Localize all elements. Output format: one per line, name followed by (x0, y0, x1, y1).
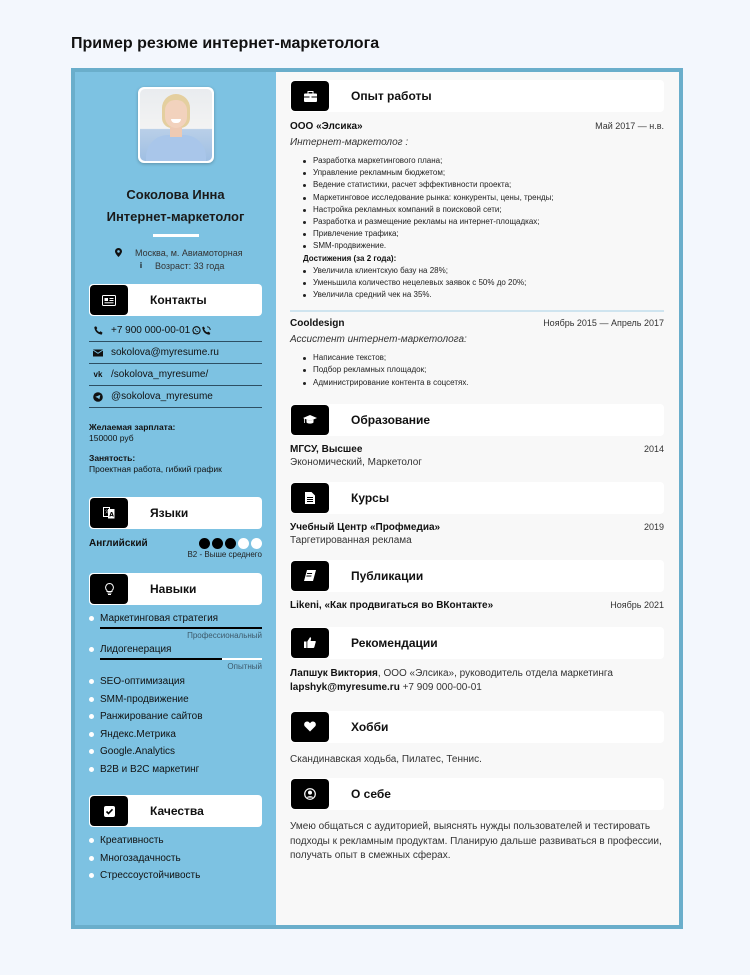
achievements-title: Достижения (за 2 года): (303, 253, 397, 263)
employment-label: Занятость: (89, 453, 136, 463)
skills-list (89, 673, 262, 778)
salary-value: 150000 руб (89, 433, 134, 443)
language-item (89, 538, 262, 549)
job-entry (290, 121, 664, 301)
employment-value: Проектная работа, гибкий график (89, 464, 222, 474)
hobbies-text: Скандинавская ходьба, Пилатес, Теннис. (290, 753, 482, 765)
language-level: B2 - Выше среднего (187, 550, 262, 559)
list-item: Яндекс.Метрика (89, 726, 262, 744)
job-dates: Ноябрь 2015 — Апрель 2017 (543, 318, 664, 329)
language-level-dots (199, 538, 262, 549)
about-text: Умею общаться с аудиторией, выяснять нужды пользователей и тестировать подходы к рекламным продуктам. Планирую дальше развиваться в профессии, получать опыт в смежных сферах. (290, 821, 662, 862)
list-item: Креативность (89, 832, 262, 850)
education-name: МГСУ, Высшее (290, 443, 363, 455)
course-year: 2019 (643, 521, 664, 532)
education-details: Экономический, Маркетолог (290, 456, 422, 468)
publication-name: Likeni, «Как продвигаться во ВКонтакте» (290, 599, 494, 611)
about-header (290, 778, 664, 810)
phone-icon (91, 326, 105, 335)
course-details: Таргетированная реклама (290, 534, 412, 546)
candidate-role: Интернет-маркетолог (106, 209, 245, 224)
book-icon (291, 561, 329, 591)
skills-title: Навыки (150, 582, 197, 596)
skills-header (89, 573, 262, 605)
languages-header (89, 497, 262, 529)
languages-title: Языки (150, 506, 189, 520)
list-item: Многозадачность (89, 850, 262, 868)
recommendations-title: Рекомендации (351, 635, 438, 650)
qualities-list (89, 832, 262, 885)
publication-date: Ноябрь 2021 (610, 599, 664, 610)
location-pin-icon (115, 248, 127, 257)
resume-sidebar (75, 72, 276, 925)
resume-main (276, 72, 679, 925)
list-item: Стрессоустойчивость (89, 867, 262, 885)
publications-title: Публикации (351, 568, 424, 583)
job-company: ООО «Элсика» (290, 121, 363, 132)
user-circle-icon (291, 779, 329, 809)
publications-header (290, 560, 664, 592)
resume-frame (71, 68, 683, 929)
job-duties: Разработка маркетингового плана; Управление рекламным бюджетом; Ведение статистики, расчет эффективности проекта; Маркетинговое исследование рынка: конкуренты, цены, тренды; Настройка рекламных компаний в поисковой сети; Разработка и размещение рекламы на интернет-площадках; Привлечение трафика; SMM-продвижение. (290, 155, 664, 253)
whatsapp-icon (192, 326, 201, 335)
checkbox-icon (90, 796, 128, 826)
about-title: О себе (351, 787, 391, 802)
education-header (290, 404, 664, 436)
job-dates: Май 2017 — н.в. (595, 121, 664, 131)
experience-title: Опыт работы (351, 89, 432, 103)
list-item: SMM-продвижение (89, 691, 262, 709)
qualities-header (89, 795, 262, 827)
list-item: Ранжирование сайтов (89, 708, 262, 726)
list-item: B2B и B2C маркетинг (89, 761, 262, 779)
contacts-title: Контакты (150, 293, 207, 307)
experience-header (290, 80, 664, 112)
education-year: 2014 (643, 443, 664, 454)
recommender-email[interactable]: lapshyk@myresume.ru (290, 681, 400, 693)
age-text: Возраст: 33 года (155, 260, 225, 271)
info-icon: i (139, 261, 143, 270)
recommender-position: , ООО «Элсика», руководитель отдела маркетинга (377, 667, 613, 679)
heart-icon (291, 712, 329, 742)
vk-icon: vk (93, 370, 103, 379)
lightbulb-icon (90, 574, 128, 604)
contact-phone[interactable]: +7 900 000-00-01 (89, 320, 262, 342)
employment-block (89, 453, 262, 475)
skill-bar (100, 658, 262, 660)
svg-text:文: 文 (104, 510, 109, 515)
job-company: Cooldesign (290, 318, 345, 330)
contacts-list (89, 320, 262, 408)
skill-bar (100, 627, 262, 629)
translate-icon (90, 498, 128, 528)
hobbies-title: Хобби (351, 719, 389, 734)
recommender-phone: +7 909 000-00-01 (399, 681, 482, 693)
job-role: Ассистент интернет-маркетолога: (290, 334, 467, 346)
briefcase-icon (291, 81, 329, 111)
education-title: Образование (351, 412, 431, 427)
avatar (138, 87, 214, 163)
graduation-cap-icon (291, 405, 329, 435)
viber-icon (202, 326, 211, 335)
language-name: Английский (89, 538, 148, 549)
job-role: Интернет-маркетолог : (290, 137, 409, 148)
job-achievements: Увеличила клиентскую базу на 28%; Уменьшила количество нецелевых заявок с 50% до 20%; Увеличила средний чек на 35%. (290, 265, 664, 302)
location-text: Москва, м. Авиамоторная (135, 247, 243, 258)
document-icon (291, 483, 329, 513)
list-item: Google.Analytics (89, 743, 262, 761)
svg-text:A: A (109, 511, 114, 519)
divider (290, 310, 664, 312)
hobbies-header (290, 711, 664, 743)
course-name: Учебный Центр «Профмедиа» (290, 521, 441, 533)
courses-title: Курсы (351, 490, 390, 505)
courses-header (290, 482, 664, 514)
skill-rated: Лидогенерация Опытный (89, 642, 262, 671)
salary-label: Желаемая зарплата: (89, 422, 176, 432)
skill-rated: Маркетинговая стратегия Профессиональный (89, 611, 262, 640)
contact-email[interactable]: sokolova@myresume.ru (89, 342, 262, 364)
thumbs-up-icon (291, 628, 329, 658)
contact-vk[interactable]: vk /sokolova_myresume/ (89, 364, 262, 386)
candidate-name: Соколова Инна (126, 187, 225, 202)
contacts-header (89, 284, 262, 316)
recommendations-header (290, 627, 664, 659)
salary-block (89, 422, 262, 444)
recommender-name: Лапшук Виктория (290, 667, 378, 679)
telegram-icon (91, 392, 105, 402)
list-item: SEO-оптимизация (89, 673, 262, 691)
qualities-title: Качества (150, 804, 204, 818)
page-title: Пример резюме интернет-маркетолога (71, 35, 380, 52)
contact-card-icon (90, 285, 128, 315)
recommendation-entry (290, 667, 664, 695)
job-entry (290, 318, 664, 389)
divider (153, 234, 199, 237)
job-duties: Написание текстов; Подбор рекламных площадок; Администрирование контента в соцсетях. (290, 352, 664, 389)
contact-telegram[interactable]: @sokolova_myresume (89, 386, 262, 408)
email-icon (91, 349, 105, 357)
